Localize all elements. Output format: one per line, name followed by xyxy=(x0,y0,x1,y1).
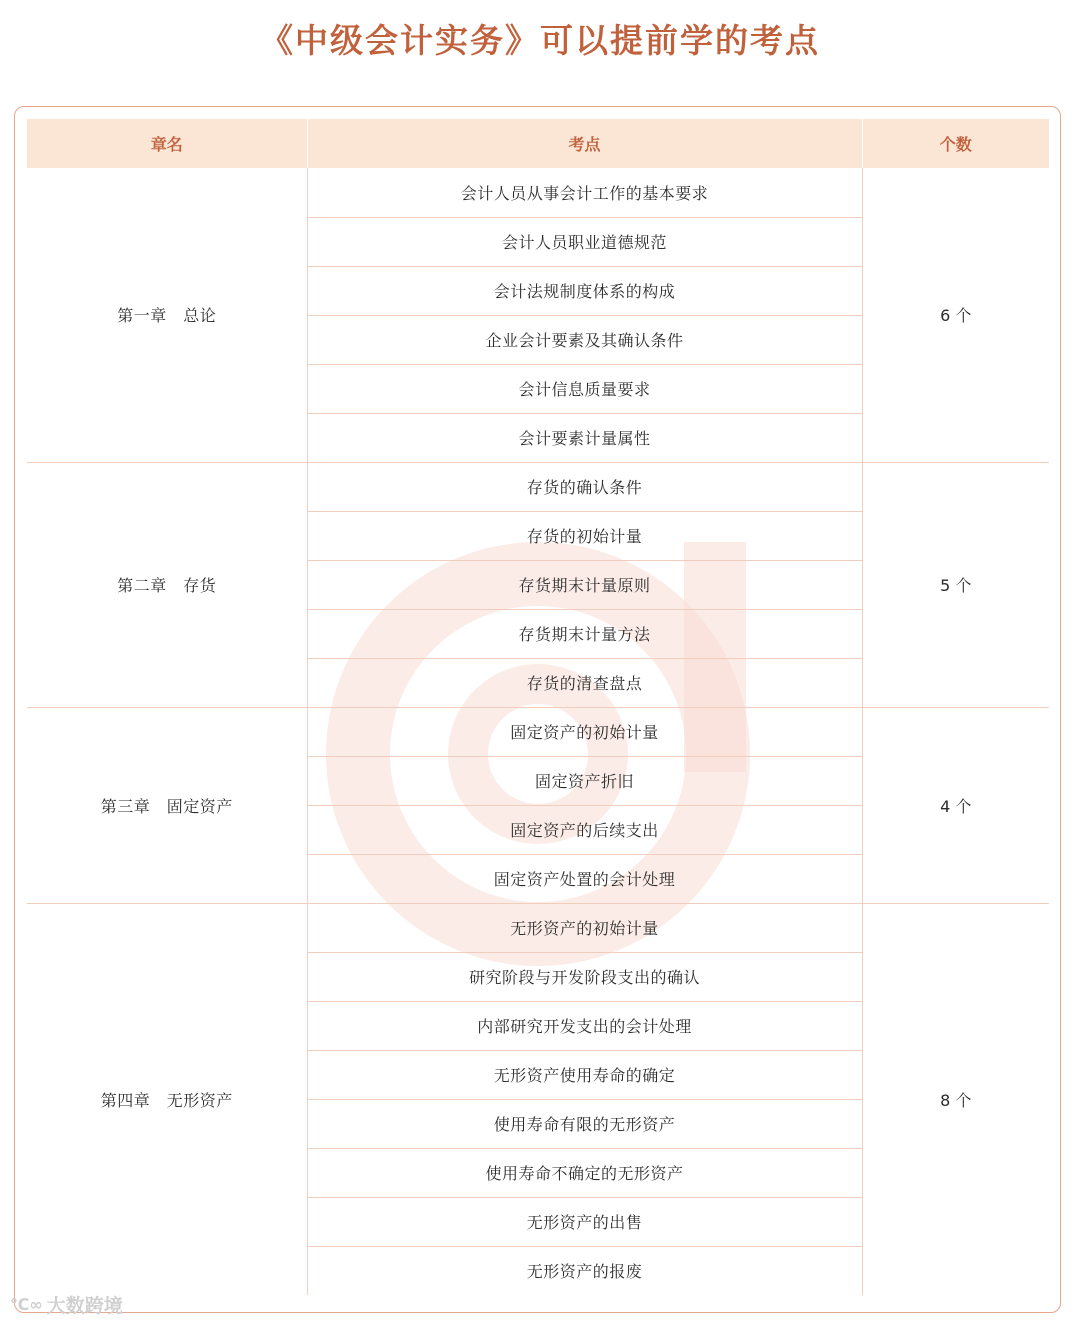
topic-cell: 存货的清查盘点 xyxy=(307,658,862,707)
topic-cell: 会计人员从事会计工作的基本要求 xyxy=(307,168,862,217)
exam-points-table xyxy=(27,119,1049,1295)
topic-cell: 会计信息质量要求 xyxy=(307,364,862,413)
logo-text: 大数跨境 xyxy=(46,1294,123,1317)
chapter-cell: 第二章 存货 xyxy=(27,462,307,707)
count-cell: 4 个 xyxy=(862,707,1049,903)
topic-cell: 存货期末计量方法 xyxy=(307,609,862,658)
topic-cell: 无形资产的初始计量 xyxy=(307,903,862,952)
topic-cell: 无形资产的报废 xyxy=(307,1246,862,1295)
count-cell: 5 个 xyxy=(862,462,1049,707)
topic-cell: 研究阶段与开发阶段支出的确认 xyxy=(307,952,862,1001)
table-row xyxy=(27,462,1049,511)
topic-cell: 固定资产的初始计量 xyxy=(307,707,862,756)
table-row xyxy=(27,168,1049,217)
topic-cell: 存货的确认条件 xyxy=(307,462,862,511)
table-row xyxy=(27,707,1049,756)
topic-cell: 会计人员职业道德规范 xyxy=(307,217,862,266)
source-logo xyxy=(10,1290,123,1318)
page-title: 《中级会计实务》可以提前学的考点 xyxy=(260,21,820,60)
count-cell: 6 个 xyxy=(862,168,1049,462)
topic-cell: 使用寿命有限的无形资产 xyxy=(307,1099,862,1148)
topic-cell: 固定资产处置的会计处理 xyxy=(307,854,862,903)
header-count: 个数 xyxy=(862,119,1049,168)
table-body xyxy=(27,168,1049,1295)
topic-cell: 无形资产的出售 xyxy=(307,1197,862,1246)
topic-cell: 使用寿命不确定的无形资产 xyxy=(307,1148,862,1197)
logo-mark-icon: ℃∞ xyxy=(10,1294,43,1314)
header-chapter: 章名 xyxy=(27,119,307,168)
header-topic: 考点 xyxy=(307,119,862,168)
table-header-row xyxy=(27,119,1049,168)
topic-cell: 企业会计要素及其确认条件 xyxy=(307,315,862,364)
topic-cell: 固定资产折旧 xyxy=(307,756,862,805)
topic-cell: 存货期末计量原则 xyxy=(307,560,862,609)
topic-cell: 固定资产的后续支出 xyxy=(307,805,862,854)
topic-cell: 内部研究开发支出的会计处理 xyxy=(307,1001,862,1050)
table-row xyxy=(27,903,1049,952)
topic-cell: 存货的初始计量 xyxy=(307,511,862,560)
chapter-cell: 第四章 无形资产 xyxy=(27,903,307,1295)
topic-cell: 会计法规制度体系的构成 xyxy=(307,266,862,315)
topic-cell: 会计要素计量属性 xyxy=(307,413,862,462)
chapter-cell: 第三章 固定资产 xyxy=(27,707,307,903)
chapter-cell: 第一章 总论 xyxy=(27,168,307,462)
count-cell: 8 个 xyxy=(940,1090,972,1110)
topic-cell: 无形资产使用寿命的确定 xyxy=(307,1050,862,1099)
